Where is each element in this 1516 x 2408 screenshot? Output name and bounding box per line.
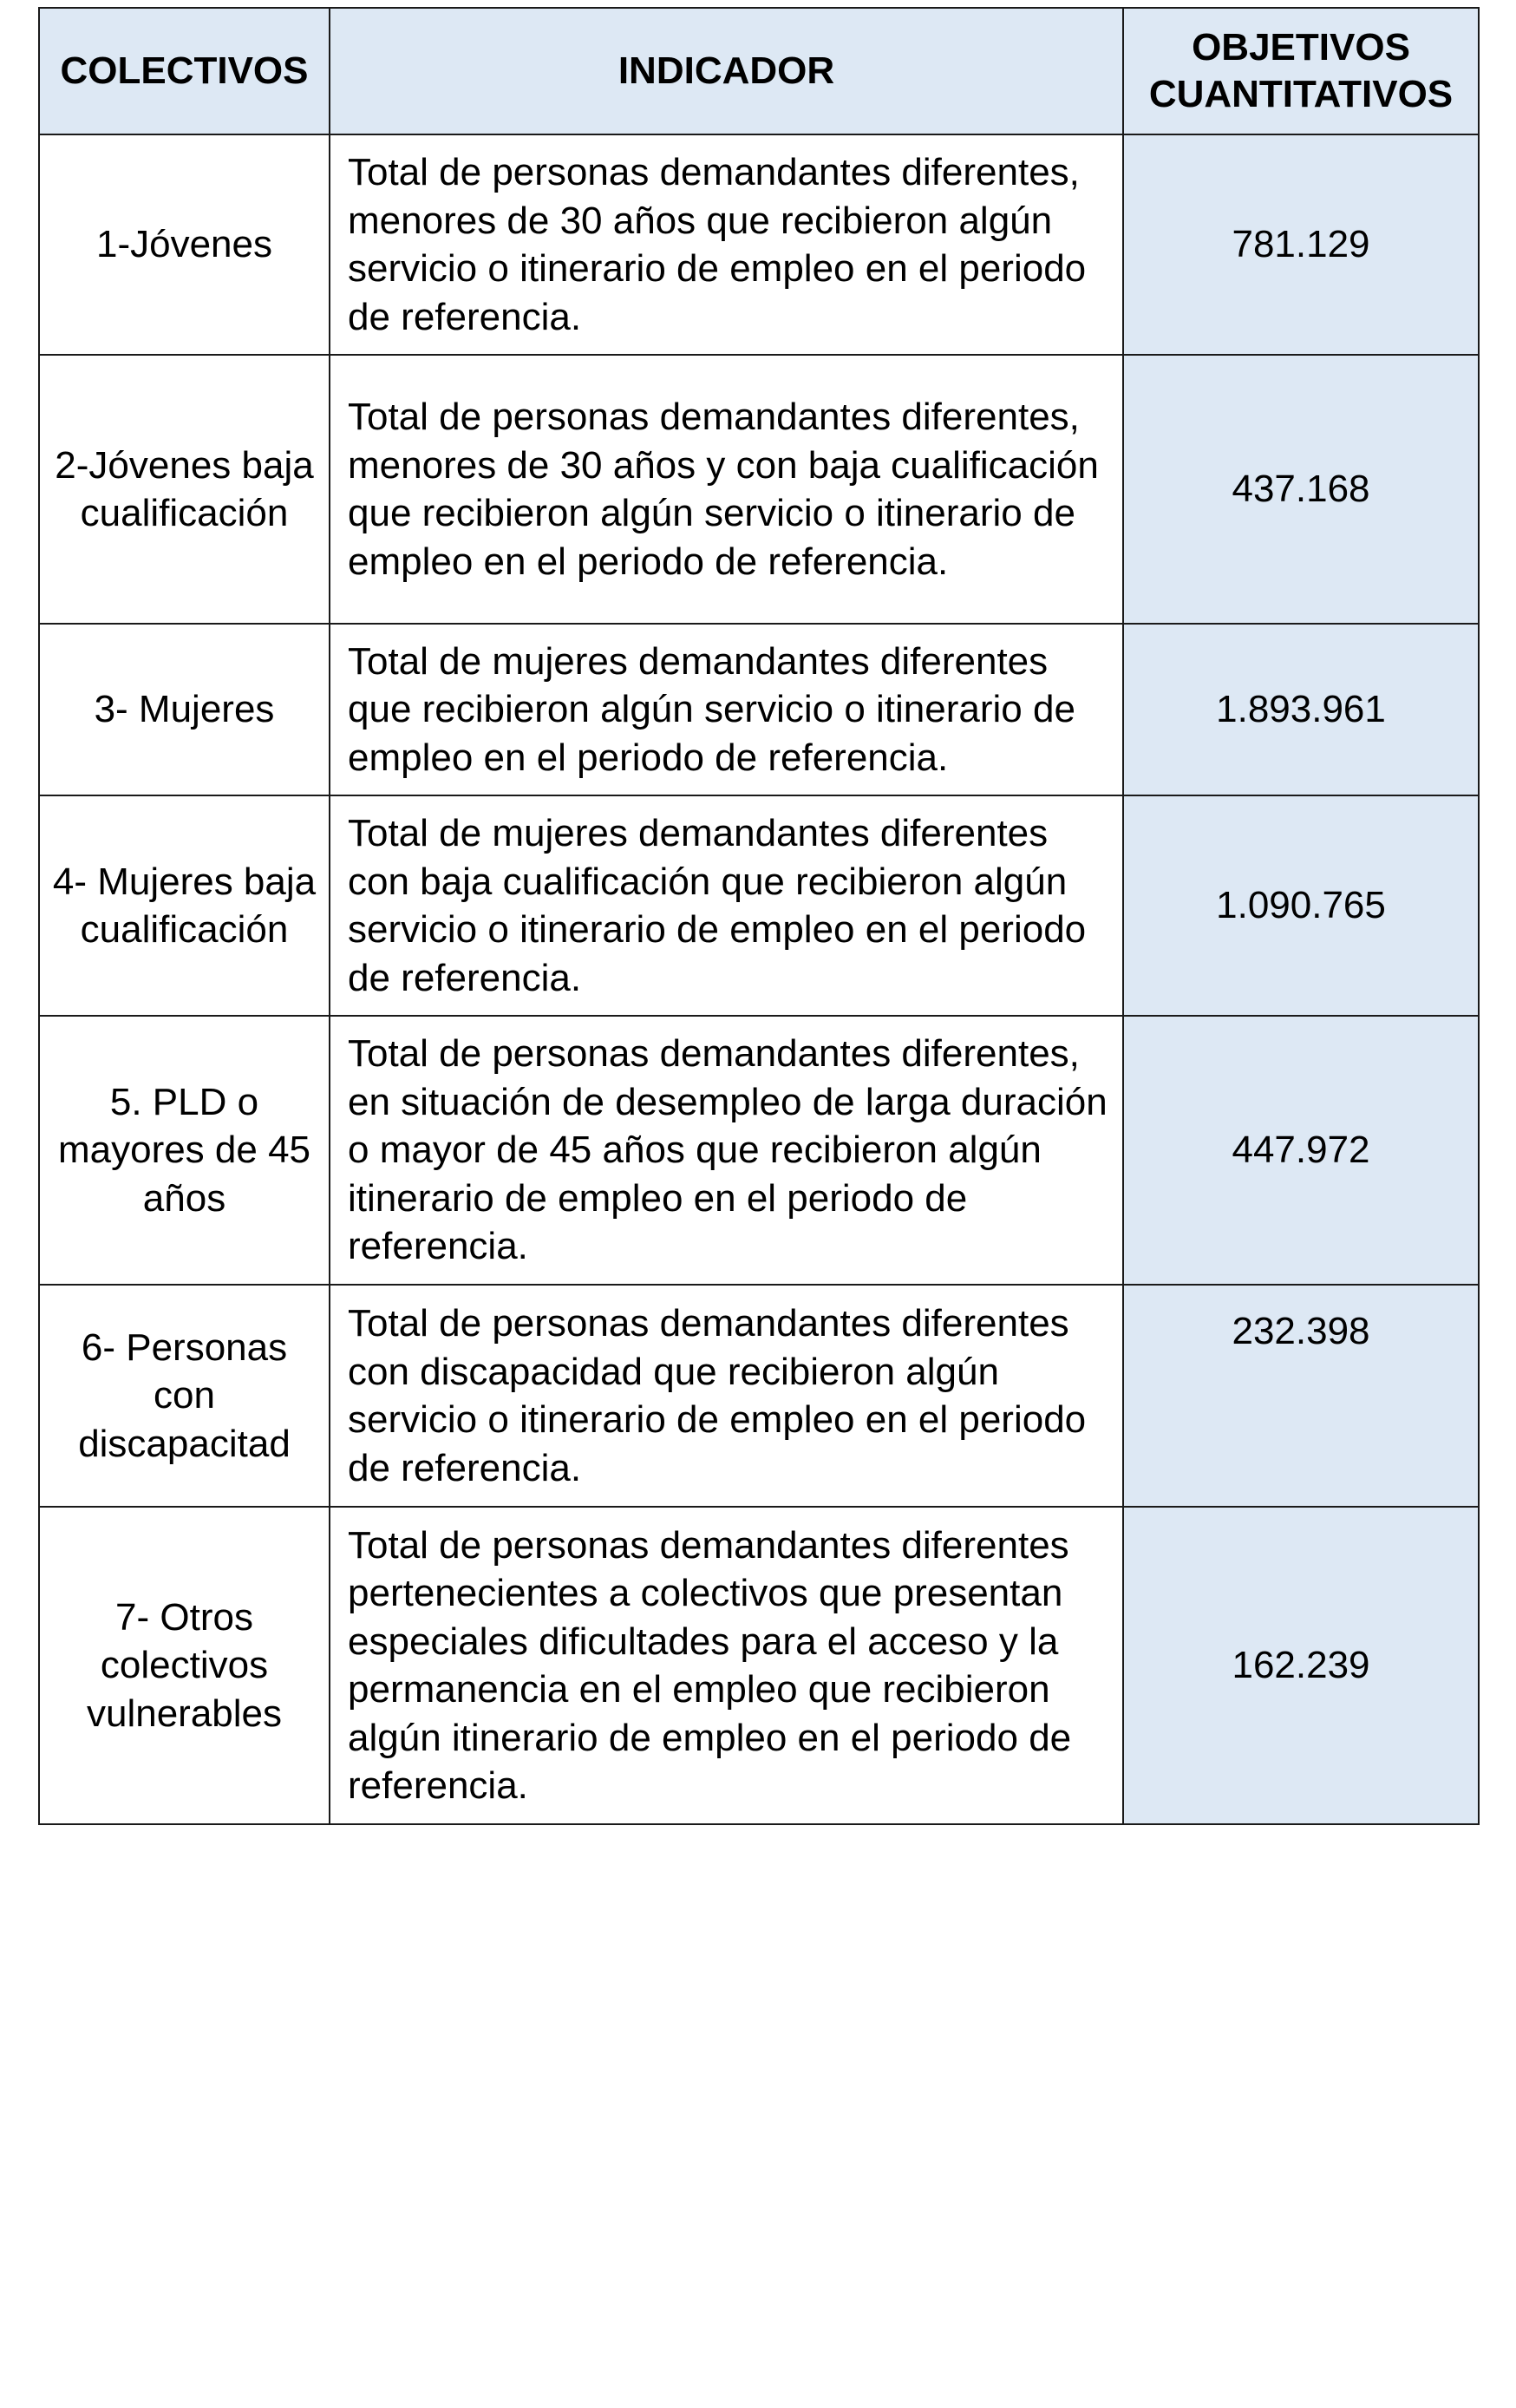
objetivo-cell: 232.398 xyxy=(1123,1285,1479,1507)
table-row xyxy=(39,134,1479,355)
indicador-cell: Total de personas demandantes diferentes con discapacidad que recibieron algún servicio o itinerario de empleo en el periodo de referencia. xyxy=(330,1285,1123,1507)
colectivo-cell: 7- Otros colectivos vulnerables xyxy=(39,1507,330,1824)
table-body xyxy=(39,134,1479,1824)
table-row xyxy=(39,624,1479,795)
objetivo-cell: 162.239 xyxy=(1123,1507,1479,1824)
colectivo-cell: 1-Jóvenes xyxy=(39,134,330,355)
objetivo-cell: 1.090.765 xyxy=(1123,795,1479,1016)
colectivo-cell: 4- Mujeres baja cualificación xyxy=(39,795,330,1016)
table-row xyxy=(39,795,1479,1016)
table-header xyxy=(39,8,1479,134)
indicador-cell: Total de personas demandantes diferentes pertenecientes a colectivos que presentan especiales dificultades para el acceso y la permanencia en el empleo que recibieron algún itinerario de empleo en el periodo de referencia. xyxy=(330,1507,1123,1824)
header-objetivos: OBJETIVOS CUANTITATIVOS xyxy=(1123,8,1479,134)
table-row xyxy=(39,1285,1479,1507)
objectives-table xyxy=(38,7,1480,1825)
colectivo-cell: 6- Personas con discapacitad xyxy=(39,1285,330,1507)
indicador-cell: Total de personas demandantes diferentes, menores de 30 años y con baja cualificación que recibieron algún servicio o itinerario de empleo en el periodo de referencia. xyxy=(330,355,1123,624)
header-row xyxy=(39,8,1479,134)
objetivo-cell: 781.129 xyxy=(1123,134,1479,355)
table-row xyxy=(39,355,1479,624)
header-colectivos: COLECTIVOS xyxy=(39,8,330,134)
table-row xyxy=(39,1016,1479,1285)
indicador-cell: Total de mujeres demandantes diferentes que recibieron algún servicio o itinerario de empleo en el periodo de referencia. xyxy=(330,624,1123,795)
colectivo-cell: 5. PLD o mayores de 45 años xyxy=(39,1016,330,1285)
colectivo-cell: 3- Mujeres xyxy=(39,624,330,795)
indicador-cell: Total de mujeres demandantes diferentes con baja cualificación que recibieron algún servicio o itinerario de empleo en el periodo de referencia. xyxy=(330,795,1123,1016)
colectivo-cell: 2-Jóvenes baja cualificación xyxy=(39,355,330,624)
table-row xyxy=(39,1507,1479,1824)
objetivo-cell: 437.168 xyxy=(1123,355,1479,624)
indicador-cell: Total de personas demandantes diferentes, menores de 30 años que recibieron algún servicio o itinerario de empleo en el periodo de referencia. xyxy=(330,134,1123,355)
indicador-cell: Total de personas demandantes diferentes, en situación de desempleo de larga duración o mayor de 45 años que recibieron algún itinerario de empleo en el periodo de referencia. xyxy=(330,1016,1123,1285)
header-indicador: INDICADOR xyxy=(330,8,1123,134)
objetivo-cell: 1.893.961 xyxy=(1123,624,1479,795)
objetivo-cell: 447.972 xyxy=(1123,1016,1479,1285)
